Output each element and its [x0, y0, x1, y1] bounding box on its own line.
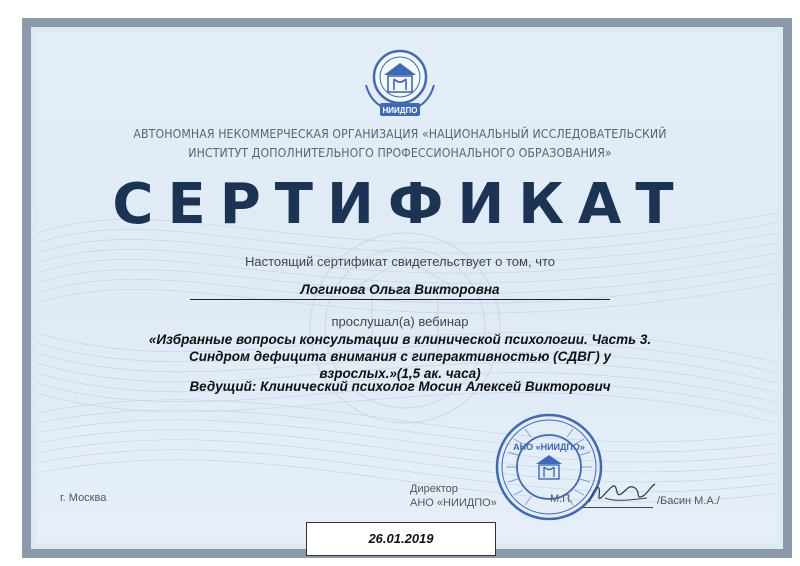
signer-name: /Басин М.А./	[657, 495, 720, 507]
seal-text: АНО «НИИДПО»	[513, 442, 585, 452]
director-title: Директор	[410, 483, 458, 495]
stamp-place-label: М.П.	[550, 493, 574, 505]
lecturer-line: Ведущий: Клинический психолог Мосин Алексей Викторович	[189, 379, 611, 394]
director-organization: АНО «НИИДПО»	[410, 497, 497, 509]
signature-icon	[585, 476, 657, 510]
niidpo-logo-icon	[358, 45, 442, 121]
signature-line	[583, 507, 653, 508]
organization-line-2: ИНСТИТУТ ДОПОЛНИТЕЛЬНОГО ПРОФЕССИОНАЛЬНОГО ОБРАЗОВАНИЯ»	[188, 145, 612, 160]
recipient-underline	[190, 299, 610, 300]
certificate-date: 26.01.2019	[306, 522, 496, 556]
city: г. Москва	[60, 492, 107, 504]
course-title: «Избранные вопросы консультации в клинической психологии. Часть 3. Синдром дефицита внимания с гиперактивностью (СДВГ) у взрослых.»(1,5 ак. часа)	[148, 332, 652, 381]
recipient-name: Логинова Ольга Викторовна	[300, 282, 500, 297]
attended-text: прослушал(а) вебинар	[331, 314, 469, 329]
certificate-title: СЕРТИФИКАТ	[112, 172, 688, 237]
certificate-intro: Настоящий сертификат свидетельствует о том, что	[244, 254, 556, 269]
logo-text: НИИДПО	[382, 106, 418, 115]
organization-line-1: АВТОНОМНАЯ НЕКОММЕРЧЕСКАЯ ОРГАНИЗАЦИЯ «НАЦИОНАЛЬНЫЙ ИССЛЕДОВАТЕЛЬСКИЙ	[133, 126, 667, 141]
